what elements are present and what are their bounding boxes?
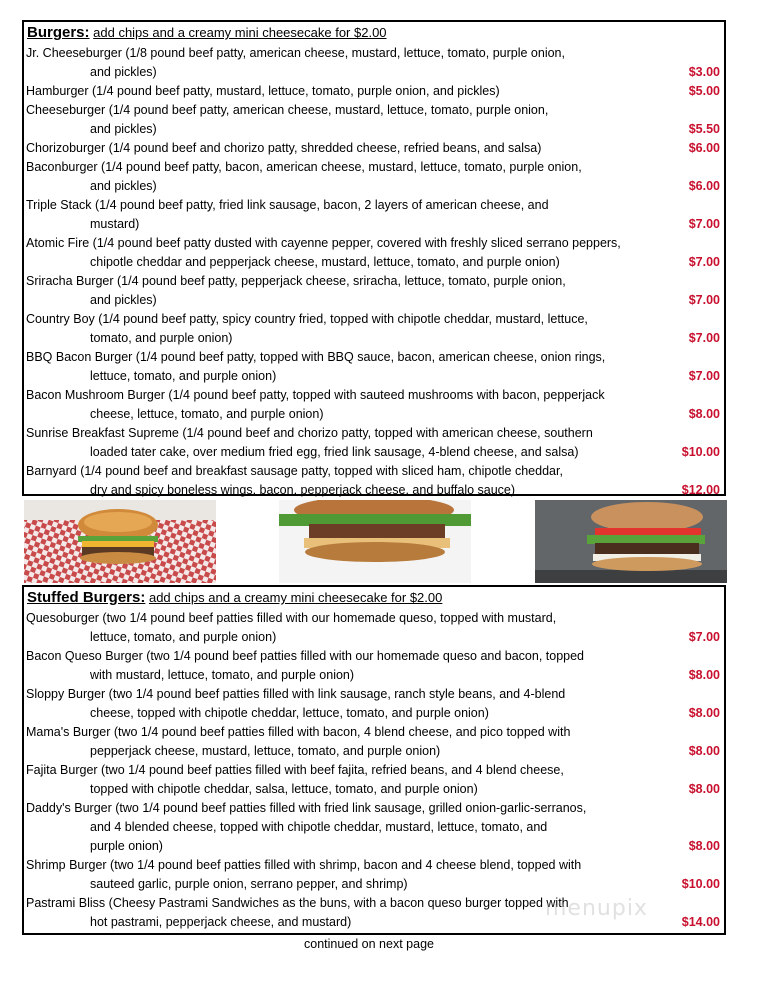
menu-item-price: $8.00 [688, 782, 720, 796]
menu-item [26, 462, 724, 500]
menu-item [26, 82, 724, 101]
menu-item [26, 424, 724, 462]
menu-item-description [26, 647, 676, 685]
menu-item-continuation-line: lettuce, tomato, and purple onion) [90, 630, 277, 644]
menu-item [26, 723, 724, 761]
menu-item-description [26, 424, 676, 462]
burger-photo-tomato [535, 500, 727, 583]
menu-item-price: $8.00 [688, 407, 720, 421]
burgers-section [22, 20, 726, 496]
menu-item-continuation-line: tomato, and purple onion) [90, 331, 233, 345]
menu-item [26, 386, 724, 424]
burgers-header [27, 24, 387, 41]
menu-item [26, 647, 724, 685]
menu-item-price: $6.00 [688, 179, 720, 193]
menu-item-continuation-line: mustard) [90, 217, 140, 231]
menu-item-price: $8.00 [688, 839, 720, 853]
menu-item-description [26, 310, 676, 348]
menu-item [26, 234, 724, 272]
menu-item-continuation-line: and 4 blended cheese, topped with chipotle cheddar, mustard, lettuce, tomato, and [90, 820, 548, 834]
menu-item-name-line: Sloppy Burger (two 1/4 pound beef patties filled with link sausage, ranch style beans, and 4-blend [26, 687, 566, 701]
menu-item-price: $8.00 [688, 668, 720, 682]
menu-item-price: $8.00 [688, 706, 720, 720]
menu-item-description [26, 386, 676, 424]
menu-item-price: $7.00 [688, 255, 720, 269]
menu-item-continuation-line: and pickles) [90, 65, 157, 79]
menu-item-description [26, 196, 676, 234]
stuffed-burgers-section [22, 585, 726, 935]
menu-item-price: $7.00 [688, 217, 720, 231]
menu-item-description [26, 101, 676, 139]
menu-item-description [26, 44, 676, 82]
menu-item-price: $8.00 [688, 744, 720, 758]
menu-item-continuation-line: hot pastrami, pepperjack cheese, and mustard) [90, 915, 352, 929]
menu-item-continuation-line: pepperjack cheese, mustard, lettuce, tomato, and purple onion) [90, 744, 441, 758]
menu-item-name-line: Hamburger (1/4 pound beef patty, mustard, lettuce, tomato, purple onion, and pickles) [26, 84, 500, 98]
menu-item-continuation-line: loaded tater cake, over medium fried egg, fried link sausage, 4-blend cheese, and salsa) [90, 445, 579, 459]
menu-item-continuation-line: chipotle cheddar and pepperjack cheese, mustard, lettuce, tomato, and purple onion) [90, 255, 560, 269]
menu-item-name-line: Sriracha Burger (1/4 pound beef patty, pepperjack cheese, sriracha, lettuce, tomato, purple onion, [26, 274, 566, 288]
menu-item [26, 139, 724, 158]
stuffed-title: Stuffed Burgers: [27, 589, 146, 606]
menu-item-name-line: Shrimp Burger (two 1/4 pound beef patties filled with shrimp, bacon and 4 cheese blend, topped with [26, 858, 582, 872]
menu-item-price: $10.00 [681, 877, 720, 891]
burger-photo-plate [279, 500, 471, 583]
menu-item-price: $5.00 [688, 84, 720, 98]
menu-item-description [26, 82, 676, 101]
menu-item-name-line: Sunrise Breakfast Supreme (1/4 pound beef and chorizo patty, topped with american cheese, southern [26, 426, 593, 440]
stuffed-header [27, 589, 442, 606]
burgers-title: Burgers: [27, 24, 90, 41]
menu-item-description [26, 799, 676, 856]
menu-item-name-line: Cheeseburger (1/4 pound beef patty, american cheese, mustard, lettuce, tomato, purple onion, [26, 103, 549, 117]
menu-item-description [26, 856, 676, 894]
menu-item-name-line: Atomic Fire (1/4 pound beef patty dusted with cayenne pepper, covered with freshly sliced serrano peppers, [26, 236, 621, 250]
continued-note: continued on next page [304, 937, 434, 951]
menu-item-description [26, 462, 676, 500]
menu-item-continuation-line: sauteed garlic, purple onion, serrano pepper, and shrimp) [90, 877, 408, 891]
menu-item-description [26, 609, 676, 647]
menu-item-continuation-line: and pickles) [90, 179, 157, 193]
stuffed-note: add chips and a creamy mini cheesecake for $2.00 [148, 590, 443, 605]
burgers-note: add chips and a creamy mini cheesecake for $2.00 [93, 25, 387, 40]
menu-item [26, 761, 724, 799]
menu-item-price: $10.00 [681, 445, 720, 459]
menu-item [26, 44, 724, 82]
menu-item [26, 196, 724, 234]
menu-item-name-line: Jr. Cheeseburger (1/8 pound beef patty, american cheese, mustard, lettuce, tomato, purple onion, [26, 46, 565, 60]
menu-item-description [26, 761, 676, 799]
menu-item-price: $12.00 [681, 483, 720, 497]
menu-item-continuation-line: cheese, topped with chipotle cheddar, lettuce, tomato, and purple onion) [90, 706, 489, 720]
menu-item-price: $14.00 [681, 915, 720, 929]
menu-item-description [26, 139, 676, 158]
menu-item-description [26, 348, 676, 386]
menu-item [26, 609, 724, 647]
menu-item-name-line: Bacon Mushroom Burger (1/4 pound beef patty, topped with sauteed mushrooms with bacon, pepperjack [26, 388, 605, 402]
menu-item-name-line: Mama's Burger (two 1/4 pound beef patties filled with bacon, 4 blend cheese, and pico topped with [26, 725, 571, 739]
menu-item-name-line: Fajita Burger (two 1/4 pound beef patties filled with beef fajita, refried beans, and 4 blend cheese, [26, 763, 564, 777]
menu-item [26, 799, 724, 856]
menu-item [26, 101, 724, 139]
menu-item-name-line: Triple Stack (1/4 pound beef patty, fried link sausage, bacon, 2 layers of american cheese, and [26, 198, 549, 212]
menu-item-description [26, 234, 676, 272]
menu-item-price: $3.00 [688, 65, 720, 79]
menu-item-continuation-line: dry and spicy boneless wings, bacon, pepperjack cheese, and buffalo sauce) [90, 483, 516, 497]
menu-item-price: $5.50 [688, 122, 720, 136]
watermark-text: menupix [545, 896, 648, 921]
menu-item [26, 685, 724, 723]
menu-item-price: $7.00 [688, 369, 720, 383]
menu-item-price: $7.00 [688, 630, 720, 644]
menu-item-name-line: Daddy's Burger (two 1/4 pound beef patties filled with fried link sausage, grilled onion-garlic-serranos, [26, 801, 587, 815]
menu-item-name-line: Chorizoburger (1/4 pound beef and chorizo patty, shredded cheese, refried beans, and salsa) [26, 141, 542, 155]
menu-item [26, 856, 724, 894]
menu-item-continuation-line: with mustard, lettuce, tomato, and purple onion) [90, 668, 355, 682]
menu-item-name-line: Baconburger (1/4 pound beef patty, bacon, american cheese, mustard, lettuce, tomato, purple onion, [26, 160, 582, 174]
menu-item-continuation-line: topped with chipotle cheddar, salsa, lettuce, tomato, and purple onion) [90, 782, 478, 796]
menu-item-price: $7.00 [688, 331, 720, 345]
menu-item-continuation-line: and pickles) [90, 122, 157, 136]
menu-item-description [26, 158, 676, 196]
menu-item-description [26, 723, 676, 761]
menu-item-description [26, 272, 676, 310]
menu-item [26, 272, 724, 310]
menu-item-name-line: Quesoburger (two 1/4 pound beef patties filled with our homemade queso, topped with mustard, [26, 611, 557, 625]
menu-item [26, 158, 724, 196]
menu-item-continuation-line: and pickles) [90, 293, 157, 307]
menu-item [26, 348, 724, 386]
menu-item-continuation-line: lettuce, tomato, and purple onion) [90, 369, 277, 383]
menu-item-description [26, 685, 676, 723]
menu-item-name-line: Pastrami Bliss (Cheesy Pastrami Sandwiches as the buns, with a bacon queso burger topped with [26, 896, 569, 910]
menu-item-name-line: Country Boy (1/4 pound beef patty, spicy country fried, topped with chipotle cheddar, mustard, lettuce, [26, 312, 588, 326]
menu-item-continuation-line: purple onion) [90, 839, 163, 853]
menu-item-name-line: BBQ Bacon Burger (1/4 pound beef patty, topped with BBQ sauce, bacon, american cheese, onion rings, [26, 350, 606, 364]
menu-item-name-line: Bacon Queso Burger (two 1/4 pound beef patties filled with our homemade queso and bacon, topped [26, 649, 585, 663]
menu-item-price: $6.00 [688, 141, 720, 155]
menu-item-continuation-line: cheese, lettuce, tomato, and purple onion) [90, 407, 324, 421]
menu-item [26, 310, 724, 348]
menu-item-name-line: Barnyard (1/4 pound beef and breakfast sausage patty, topped with sliced ham, chipotle cheddar, [26, 464, 563, 478]
burger-photo-checkered [24, 500, 216, 583]
menu-item-price: $7.00 [688, 293, 720, 307]
